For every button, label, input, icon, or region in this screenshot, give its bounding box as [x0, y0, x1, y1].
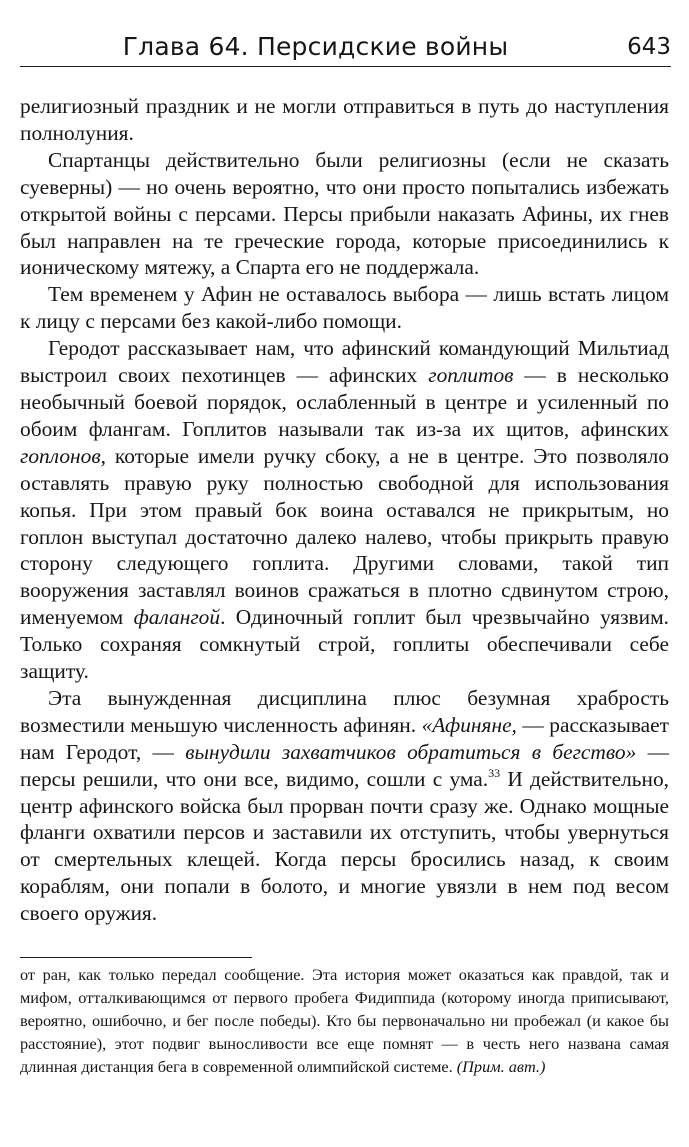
running-header — [20, 30, 671, 67]
italic-text: (Прим. авт.) — [456, 1056, 546, 1076]
footnote-reference: 33 — [488, 765, 501, 780]
text-run: Тем временем у Афин не оставалось выбора — лишь встать лицом к лицу с персами без какой-либо помощи. — [20, 282, 669, 334]
paragraph — [20, 685, 669, 927]
paragraph — [20, 93, 669, 147]
italic-text: фалангой — [133, 605, 221, 630]
footnote — [20, 964, 669, 1079]
italic-text: «Афиняне, — [421, 712, 517, 737]
text-run: . Одиночный гоплит был чрезвычайно уязвим. Только сохраняя сомкнутый строй, гоплиты обеспечивали себе защиту. — [20, 605, 669, 684]
text-run: от ран, как только передал сообщение. Эта история может оказаться как правдой, так и мифом, отталкивающимся от первого пробега Фидиппида (которому иногда приписывают, вероятно, ошибочно, и бег после победы). Кто бы первоначально ни пробежал (и какое бы расстояние), этот подвиг выносливости все еще помнят — в честь него названа самая длинная дистанция бега в современной олимпийской системе. — [20, 965, 669, 1076]
text-run: Геродот рассказывает нам, что афинский командующий Мильтиад выстроил своих пехотинцев — афинских — [20, 336, 669, 388]
text-run: , которые имели ручку сбоку, а не в центре. Это позволяло оставлять правую руку полностью свободной для использования копья. При этом правый бок воина оставался не прикрытым, но гоплон выступал достаточно далеко налево, чтобы прикрыть правую сторону следующего гоплита. Другими словами, такой тип вооружения заставлял воинов сражаться в плотно сдвинутом строю, именуемом — [20, 443, 669, 630]
italic-text: гоплонов — [20, 443, 101, 468]
paragraph — [20, 335, 669, 685]
paragraph — [20, 147, 669, 282]
text-run: — персы решили, что они все, видимо, сошли с ума. — [20, 739, 669, 791]
text-run: И действительно, центр афинского войска был прорван почти сразу же. Однако мощные фланги охватили персов и заставили их отступить, чтобы увернуться от смертельных клещей. Когда персы бросились назад, к своим кораблям, они попали в болото, и многие увязли в нем под весом своего оружия. — [20, 766, 670, 926]
text-run: Спартанцы действительно были религиозны (если не сказать суеверны) — но очень вероятно, что они просто попытались избежать открытой войны с персами. Персы прибыли наказать Афины, их гнев был направлен на те греческие города, которые присоединились к ионическому мятежу, а Спарта его не поддержала. — [20, 147, 669, 280]
text-run: — в несколько необычный боевой порядок, ослабленный в центре и усиленный по обоим флангам. Гоплитов называли так из-за их щитов, афинских — [20, 363, 669, 441]
page-number: 643 — [627, 34, 671, 60]
main-text — [20, 93, 669, 927]
text-run: религиозный праздник и не могли отправиться в путь до наступления полнолуния. — [20, 94, 669, 145]
text-run: — рассказывает нам Геродот, — — [20, 712, 669, 764]
chapter-title: Глава 64. Персидские войны — [122, 32, 509, 61]
italic-text: вынудили захватчиков обратиться в бегство» — [185, 739, 637, 764]
italic-text: гоплитов — [428, 363, 514, 388]
text-run: Эта вынужденная дисциплина плюс безумная храбрость возместили меньшую численность афинян. — [20, 685, 669, 737]
paragraph — [20, 281, 669, 335]
footnote-divider — [20, 957, 252, 958]
